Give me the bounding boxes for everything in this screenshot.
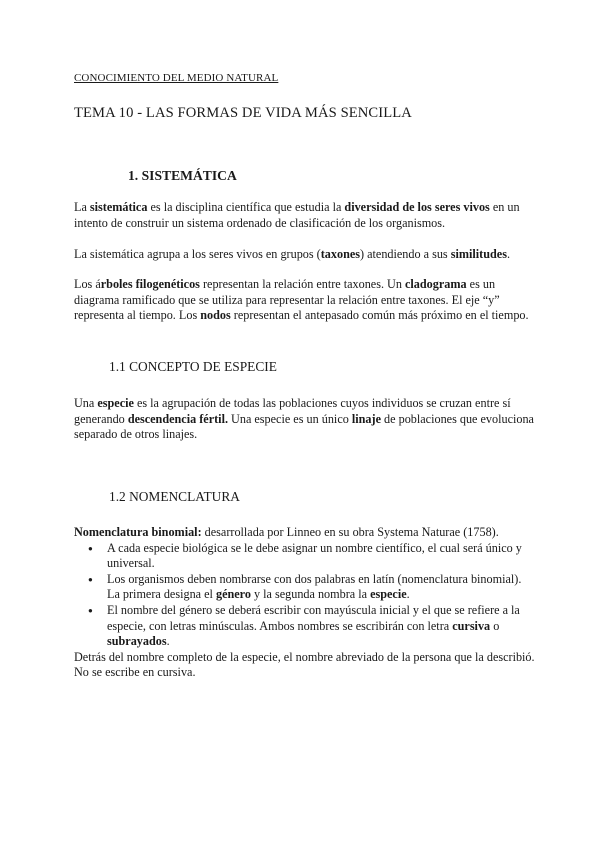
nomenclatura-list bbox=[74, 541, 536, 650]
bold-term: sistemática bbox=[89, 200, 148, 214]
text: de poblaciones que evoluciona separado de otros linajes. bbox=[74, 411, 534, 442]
bold-term: cladograma bbox=[405, 277, 467, 291]
text: Los á bbox=[74, 277, 101, 291]
text: . bbox=[406, 587, 410, 602]
section-heading-concepto-especie: 1.1 CONCEPTO DE ESPECIE bbox=[109, 359, 277, 374]
paragraph-arboles-filogeneticos bbox=[74, 277, 536, 324]
bold-term: cursiva bbox=[452, 618, 491, 633]
text: es la agrupación de todas las poblaciones cuyos individuos se cruzan entre sí generando bbox=[74, 396, 511, 426]
bold-term: taxones bbox=[320, 247, 361, 261]
bold-term: rboles filogenéticos bbox=[100, 277, 200, 291]
text: Una bbox=[74, 396, 98, 410]
paragraph-taxones bbox=[74, 247, 536, 263]
nomenclatura-block bbox=[74, 525, 536, 681]
bold-term: Nomenclatura binomial: bbox=[74, 525, 202, 539]
bold-term: diversidad de los seres vivos bbox=[344, 200, 490, 214]
text: en un intento de construir un sistema ordenado de clasificación de los organismos. bbox=[74, 200, 520, 230]
text: ) atendiendo a sus bbox=[360, 247, 451, 261]
text: . bbox=[506, 247, 510, 261]
bullet-icon: ● bbox=[88, 574, 93, 584]
bold-term: similitudes bbox=[450, 247, 507, 261]
bold-term: género bbox=[215, 587, 251, 602]
list-item bbox=[74, 541, 536, 572]
bullet-icon: ● bbox=[88, 605, 93, 615]
document-title: TEMA 10 - LAS FORMAS DE VIDA MÁS SENCILLA bbox=[74, 105, 412, 121]
text: La sistemática agrupa a los seres vivos en grupos ( bbox=[74, 247, 321, 261]
text: es un diagrama ramificado que se utiliza para representar la relación entre taxones. El eje “y” representa al tiempo. Los bbox=[74, 277, 500, 323]
list-item bbox=[74, 603, 536, 650]
bullet-icon: ● bbox=[88, 543, 93, 553]
paragraph-nomenclatura-binomial bbox=[74, 525, 536, 541]
section-heading-sistematica: 1. SISTEMÁTICA bbox=[128, 168, 237, 183]
paragraph-sistematica-definition bbox=[74, 200, 536, 231]
text: La bbox=[74, 200, 90, 214]
text: Una especie es un único bbox=[228, 411, 352, 426]
text: y la segunda nombra la bbox=[250, 587, 371, 602]
subject-header: CONOCIMIENTO DEL MEDIO NATURAL bbox=[74, 72, 279, 84]
bold-term: subrayados bbox=[107, 634, 167, 649]
text: o bbox=[490, 618, 500, 633]
text: A cada especie biológica se le debe asignar un nombre científico, el cual será único y universal. bbox=[107, 540, 522, 571]
text: representan el antepasado común más próximo en el tiempo. bbox=[230, 308, 529, 323]
text: . bbox=[166, 634, 170, 649]
bold-term: especie bbox=[370, 587, 407, 602]
section-heading-nomenclatura: 1.2 NOMENCLATURA bbox=[109, 489, 240, 504]
list-item bbox=[74, 572, 536, 603]
text: Los organismos deben nombrarse con dos palabras en latín (nomenclatura binomial). La primera designa el bbox=[107, 571, 522, 602]
text: desarrollada por Linneo en su obra Systema Naturae (1758). bbox=[201, 525, 499, 539]
bold-term: especie bbox=[97, 396, 134, 410]
bold-term: descendencia fértil. bbox=[127, 411, 228, 426]
text: es la disciplina científica que estudia la bbox=[147, 200, 345, 214]
paragraph-autor-abreviado: Detrás del nombre completo de la especie, el nombre abreviado de la persona que la describió. No se escribe en cursiva. bbox=[74, 649, 535, 680]
paragraph-especie-definition bbox=[74, 396, 536, 443]
bold-term: nodos bbox=[200, 308, 231, 323]
bold-term: linaje bbox=[351, 411, 381, 426]
text: El nombre del género se deberá escribir con mayúscula inicial y el que se refiere a la especie, con letras minúsculas. Ambos nombres se escribirán con letra bbox=[107, 602, 520, 633]
text: representan la relación entre taxones. Un bbox=[199, 277, 406, 291]
